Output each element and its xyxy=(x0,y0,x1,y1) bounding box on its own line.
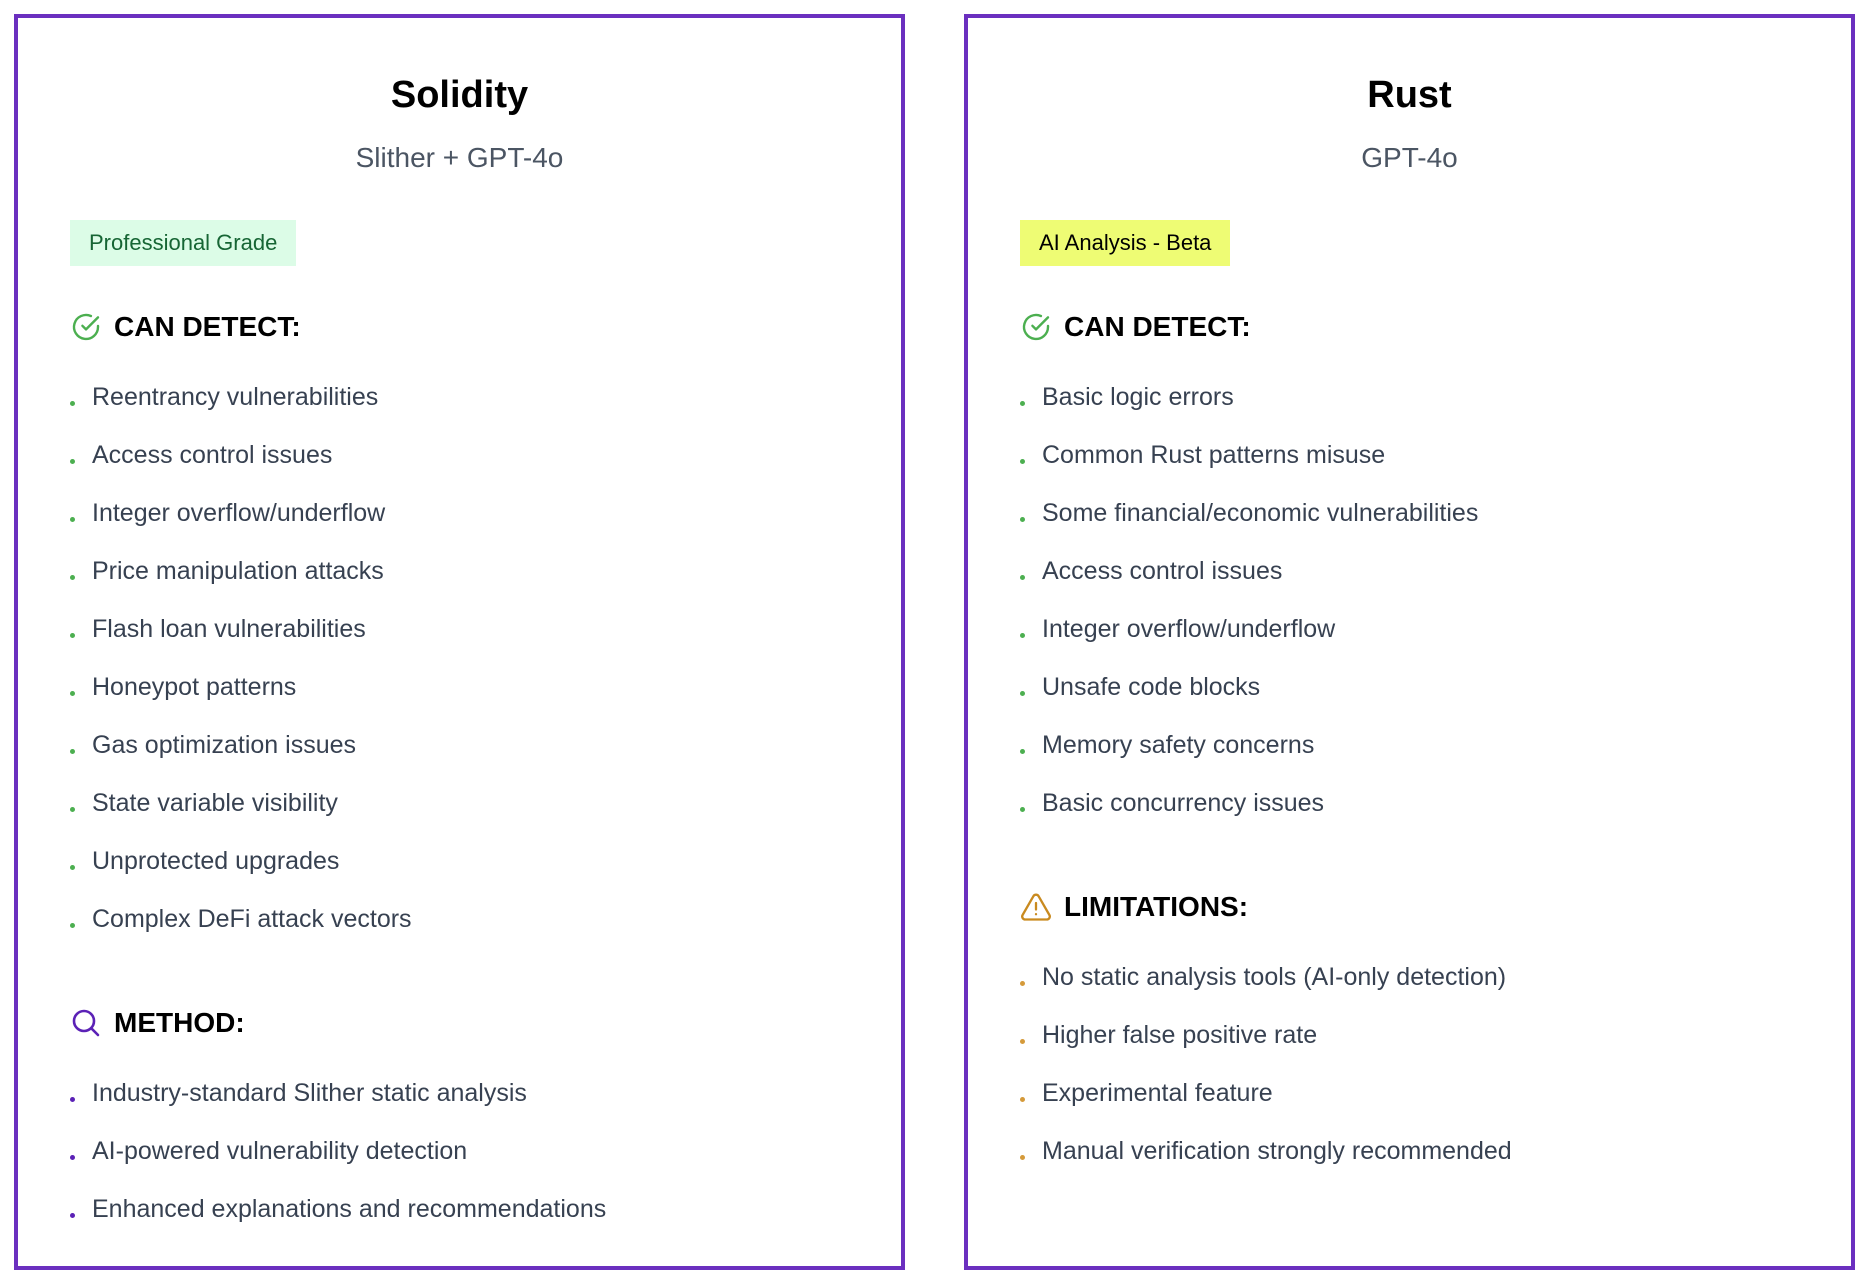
list-item xyxy=(1020,1122,1800,1180)
bullet-icon xyxy=(70,807,75,812)
item-label: Manual verification strongly recommended xyxy=(1042,1136,1512,1165)
list-item xyxy=(70,1064,850,1122)
status-badge: AI Analysis - Beta xyxy=(1020,220,1230,266)
bullet-icon xyxy=(1020,807,1025,812)
item-label: Basic logic errors xyxy=(1042,382,1234,411)
list-item xyxy=(70,542,850,600)
detect-list xyxy=(70,368,850,948)
bullet-icon xyxy=(70,575,75,580)
item-label: Access control issues xyxy=(1042,556,1283,585)
bullet-icon xyxy=(70,401,75,406)
card-title: Rust xyxy=(1367,74,1452,116)
bullet-icon xyxy=(70,923,75,928)
solidity-card xyxy=(14,14,905,1270)
bullet-icon xyxy=(70,1097,75,1102)
bullet-icon xyxy=(70,517,75,522)
check-circle-icon xyxy=(70,311,102,343)
bullet-icon xyxy=(70,1213,75,1218)
check-circle-icon xyxy=(1020,311,1052,343)
item-label: Unprotected upgrades xyxy=(92,846,340,875)
list-item xyxy=(70,600,850,658)
list-item xyxy=(70,368,850,426)
card-subtitle: Slither + GPT-4o xyxy=(355,142,564,173)
list-item xyxy=(1020,542,1800,600)
list-item xyxy=(1020,1064,1800,1122)
list-item xyxy=(70,658,850,716)
bullet-icon xyxy=(70,459,75,464)
bullet-icon xyxy=(1020,633,1025,638)
list-item xyxy=(1020,658,1800,716)
card-title: Solidity xyxy=(390,74,529,116)
section-title: CAN DETECT: xyxy=(1064,311,1251,342)
list-item xyxy=(1020,1006,1800,1064)
list-item xyxy=(70,832,850,890)
list-item xyxy=(1020,600,1800,658)
item-label: Price manipulation attacks xyxy=(92,556,384,585)
section-title: LIMITATIONS: xyxy=(1064,891,1249,922)
section-header xyxy=(1020,302,1800,352)
warning-triangle-icon xyxy=(1020,891,1052,923)
section-title: METHOD: xyxy=(114,1007,245,1038)
item-label: State variable visibility xyxy=(92,788,338,817)
item-label: Higher false positive rate xyxy=(1042,1020,1318,1049)
list-item xyxy=(70,774,850,832)
section-header xyxy=(70,998,850,1048)
bullet-icon xyxy=(1020,459,1025,464)
item-label: Access control issues xyxy=(92,440,333,469)
item-label: Enhanced explanations and recommendations xyxy=(92,1194,607,1223)
limitations-list xyxy=(1020,948,1800,1180)
section-header xyxy=(1020,882,1800,932)
list-item xyxy=(1020,774,1800,832)
item-label: Reentrancy vulnerabilities xyxy=(92,382,379,411)
item-label: Unsafe code blocks xyxy=(1042,672,1261,701)
bullet-icon xyxy=(70,1155,75,1160)
item-label: Integer overflow/underflow xyxy=(92,498,386,527)
section-header xyxy=(70,302,850,352)
list-item xyxy=(70,716,850,774)
bullet-icon xyxy=(1020,981,1025,986)
item-label: Integer overflow/underflow xyxy=(1042,614,1336,643)
list-item xyxy=(1020,948,1800,1006)
list-item xyxy=(70,890,850,948)
rust-card xyxy=(964,14,1855,1270)
can-detect-section xyxy=(70,302,850,948)
item-label: Memory safety concerns xyxy=(1042,730,1315,759)
card-subtitle: GPT-4o xyxy=(1361,142,1458,173)
list-item xyxy=(70,484,850,542)
list-item xyxy=(1020,716,1800,774)
bullet-icon xyxy=(1020,401,1025,406)
bullet-icon xyxy=(1020,691,1025,696)
item-label: Flash loan vulnerabilities xyxy=(92,614,366,643)
bullet-icon xyxy=(1020,1039,1025,1044)
item-label: Gas optimization issues xyxy=(92,730,357,759)
list-item xyxy=(70,1122,850,1180)
item-label: Common Rust patterns misuse xyxy=(1042,440,1386,469)
list-item xyxy=(70,426,850,484)
limitations-section xyxy=(1020,882,1800,1180)
item-label: Experimental feature xyxy=(1042,1078,1273,1107)
bullet-icon xyxy=(70,749,75,754)
list-item xyxy=(1020,426,1800,484)
item-label: AI-powered vulnerability detection xyxy=(92,1136,468,1165)
bullet-icon xyxy=(70,633,75,638)
bullet-icon xyxy=(1020,517,1025,522)
item-label: Some financial/economic vulnerabilities xyxy=(1042,498,1479,527)
list-item xyxy=(1020,484,1800,542)
can-detect-section xyxy=(1020,302,1800,832)
list-item xyxy=(1020,368,1800,426)
item-label: Honeypot patterns xyxy=(92,672,297,701)
item-label: Basic concurrency issues xyxy=(1042,788,1325,817)
method-section xyxy=(70,998,850,1238)
method-list xyxy=(70,1064,850,1238)
bullet-icon xyxy=(1020,749,1025,754)
status-badge: Professional Grade xyxy=(70,220,296,266)
item-label: Industry-standard Slither static analysis xyxy=(92,1078,527,1107)
item-label: Complex DeFi attack vectors xyxy=(92,904,412,933)
bullet-icon xyxy=(1020,575,1025,580)
list-item xyxy=(70,1180,850,1238)
item-label: No static analysis tools (AI-only detection) xyxy=(1042,962,1507,991)
bullet-icon xyxy=(1020,1155,1025,1160)
section-title: CAN DETECT: xyxy=(114,311,301,342)
bullet-icon xyxy=(70,865,75,870)
bullet-icon xyxy=(1020,1097,1025,1102)
bullet-icon xyxy=(70,691,75,696)
search-icon xyxy=(70,1007,102,1039)
detect-list xyxy=(1020,368,1800,832)
